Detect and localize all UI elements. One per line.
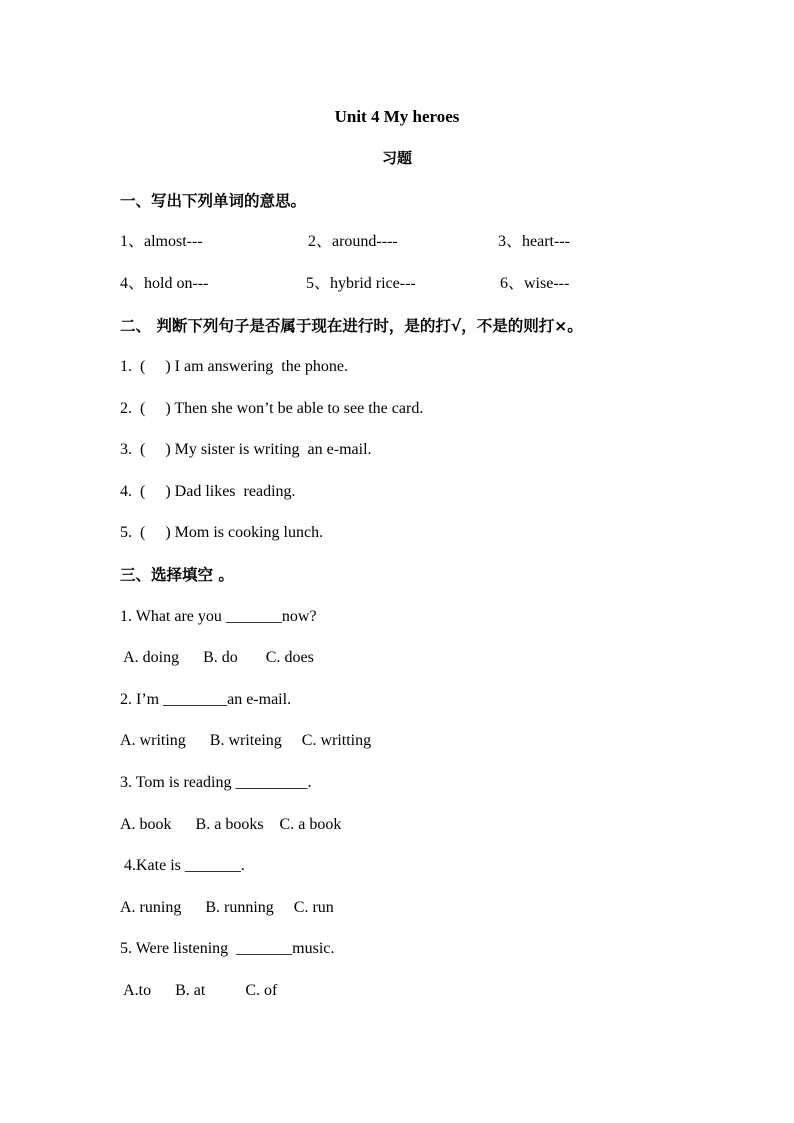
vocab-item: 3、heart--- <box>498 233 570 250</box>
page-subtitle: 习题 <box>381 149 412 167</box>
question-stem: 3. Tom is reading _________. <box>120 774 312 791</box>
question-options: A.to B. at C. of <box>120 982 278 999</box>
question-stem: 4.Kate is _______. <box>120 857 245 874</box>
question-options: A. writing B. writeing C. writting <box>120 732 372 749</box>
question-stem: 2. I’m ________an e-mail. <box>120 691 292 708</box>
vocab-item: 5、hybrid rice--- <box>306 275 416 292</box>
question-options: A. doing B. do C. does <box>120 649 314 666</box>
judgement-item: 5. ( ) Mom is cooking lunch. <box>120 524 324 541</box>
judgement-item: 1. ( ) I am answering the phone. <box>120 358 348 375</box>
vocab-item: 2、around---- <box>308 233 398 250</box>
vocab-item: 1、almost--- <box>120 233 203 250</box>
section-3-heading: 三、选择填空 。 <box>120 566 234 584</box>
section-1-heading: 一、写出下列单词的意思。 <box>120 192 307 210</box>
section-2-heading: 二、 判断下列句子是否属于现在进行时，是的打√，不是的则打×。 <box>120 317 583 335</box>
judgement-item: 4. ( ) Dad likes reading. <box>120 483 296 500</box>
question-options: A. runing B. running C. run <box>120 899 334 916</box>
vocab-item: 6、wise--- <box>500 275 570 292</box>
question-stem: 5. Were listening _______music. <box>120 940 335 957</box>
question-stem: 1. What are you _______now? <box>120 608 317 625</box>
judgement-item: 2. ( ) Then she won’t be able to see the card. <box>120 400 424 417</box>
page-title: Unit 4 My heroes <box>334 107 460 126</box>
question-options: A. book B. a books C. a book <box>120 816 342 833</box>
judgement-item: 3. ( ) My sister is writing an e-mail. <box>120 441 372 458</box>
vocab-item: 4、hold on--- <box>120 275 209 292</box>
